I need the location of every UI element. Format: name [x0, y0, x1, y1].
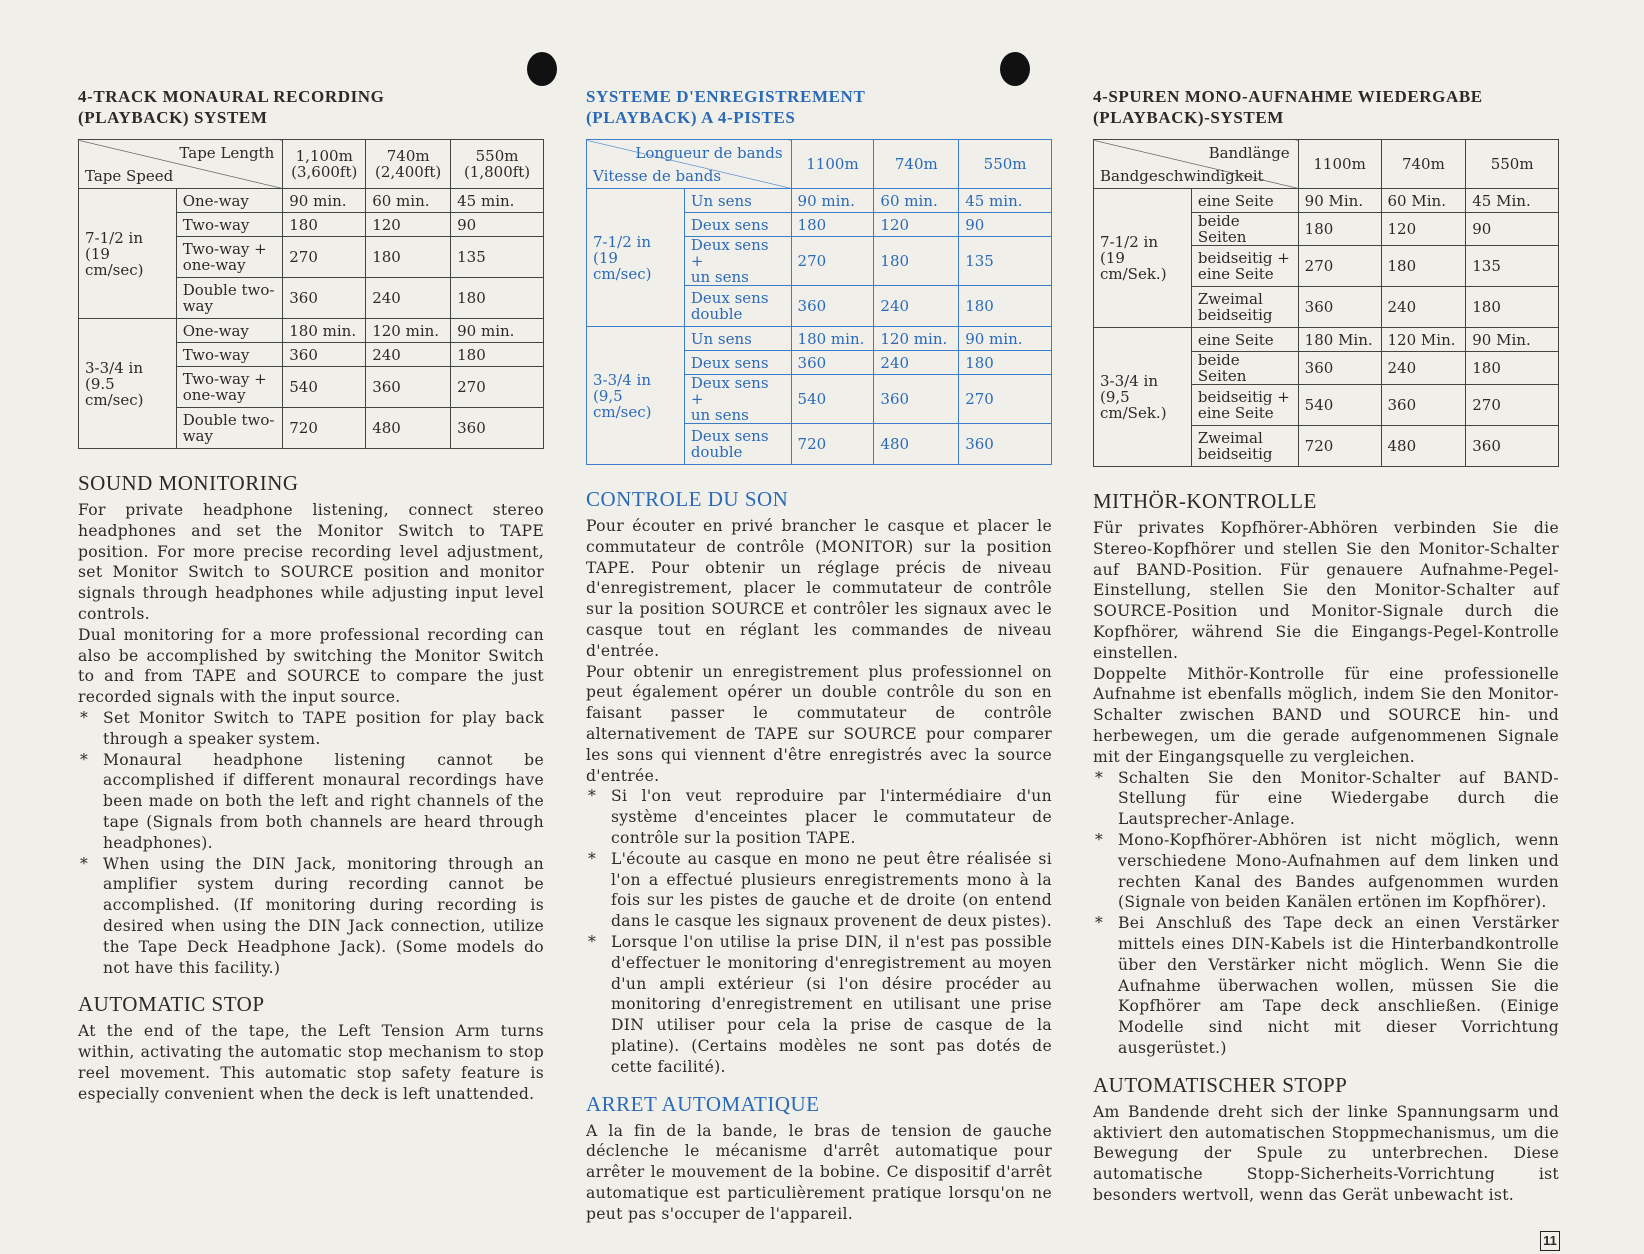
recording-time-cell: 360 [791, 286, 874, 327]
note-text: Lorsque l'on utilise la prise DIN, il n'est pas possible d'effectuer le monitoring d'enregistrement au moyen d'un ampli extérieur (si l'on désire procéder au monitoring d'enregistrement en utilisant une prise DIN utiliser pour cela la prise de casque de la platine). (Certains modèles ne sont pas dotés de cette facilité). [611, 932, 1052, 1076]
recording-time-cell: 180 [959, 286, 1052, 327]
note-text: Schalten Sie den Monitor-Schalter auf BAND-Stellung für eine Wiedergabe durch die Lautsprecher-Anlage. [1118, 768, 1559, 829]
recording-time-cell: 180 min. [283, 319, 366, 343]
monitoring-note [1093, 913, 1559, 1059]
tape-length-header: 550m [959, 140, 1052, 189]
recording-time-cell: 270 [451, 367, 544, 408]
recording-time-cell: 60 min. [874, 189, 959, 213]
note-text: Bei Anschluß des Tape deck an einen Verstärker mittels eines DIN-Kabels ist die Hinterbandkontrolle über den Verstärker nicht möglich. Wenn Sie die Aufnahme überwachen wollen, müssen Sie die Kopfhörer am Tape deck anschließen. (Einige Modelle sind nicht mit dieser Vorrichtung ausgerüstet.) [1118, 914, 1559, 1057]
recording-time-cell: 180 [451, 278, 544, 319]
recording-mode-cell: Deux sens + un sens [684, 375, 791, 424]
monitoring-paragraph: Dual monitoring for a more professional recording can also be accomplished by switching the Monitor Switch to and from TAPE and SOURCE to compare the just recorded signals with the input source. [78, 625, 544, 707]
recording-time-cell: 90 min. [451, 319, 544, 343]
recording-time-cell: 240 [874, 351, 959, 375]
recording-mode-cell: One-way [176, 189, 283, 213]
tape-speed-cell: 3-3/4 in (9,5 cm/sec) [587, 327, 685, 465]
tape-speed-cell: 3-3/4 in (9,5 cm/Sek.) [1094, 328, 1192, 467]
french-column [586, 86, 1052, 1225]
monitoring-note [1093, 768, 1559, 830]
note-asterisk: * [80, 708, 89, 727]
automatic-stop-heading: ARRET AUTOMATIQUE [586, 1091, 820, 1116]
recording-time-cell: 60 Min. [1381, 189, 1466, 213]
recording-time-cell: 270 [283, 237, 366, 278]
recording-time-cell: 135 [451, 237, 544, 278]
recording-time-cell: 720 [283, 408, 366, 449]
monitoring-note [78, 708, 544, 750]
table-row [587, 327, 1052, 351]
recording-mode-cell: Two-way + one-way [176, 367, 283, 408]
corner-tape-speed-label: Vitesse de bands [593, 167, 722, 185]
automatic-stop-paragraph: At the end of the tape, the Left Tension Arm turns within, activating the automatic stop mechanism to stop reel movement. This automatic stop safety feature is especially convenient when the deck is left unattended. [78, 1022, 544, 1103]
recording-mode-cell: eine Seite [1191, 189, 1298, 213]
recording-mode-cell: beide Seiten [1191, 213, 1298, 246]
system-title: 4-TRACK MONAURAL RECORDING (PLAYBACK) SYSTEM [78, 87, 385, 127]
recording-mode-cell: Zweimal beidseitig [1191, 287, 1298, 328]
recording-time-cell: 360 [874, 375, 959, 424]
tape-speed-cell: 7-1/2 in (19 cm/sec) [587, 189, 685, 327]
tape-speed-cell: 3-3/4 in (9.5 cm/sec) [79, 319, 177, 449]
recording-time-cell: 180 [451, 343, 544, 367]
recording-time-cell: 360 [1466, 426, 1559, 467]
tape-length-header: 1100m [1298, 140, 1381, 189]
recording-mode-cell: beidseitig + eine Seite [1191, 385, 1298, 426]
table-row [79, 189, 544, 213]
table-row [1094, 328, 1559, 352]
recording-mode-cell: Un sens [684, 189, 791, 213]
recording-time-cell: 45 min. [959, 189, 1052, 213]
monitoring-paragraph: Für privates Kopfhörer-Abhören verbinden Sie die Stereo-Kopfhörer und stellen Sie den Monitor-Schalter auf BAND-Position. Für genauere Aufnahme-Pegel-Einstellung, stellen Sie den Monitor-Schalter auf SOURCE-Position und Monitor-Signale durch die Kopfhörer, während Sie die Eingangs-Pegel-Kontrolle einstellen. [1093, 519, 1559, 662]
recording-time-cell: 120 [874, 213, 959, 237]
recording-time-cell: 720 [791, 424, 874, 465]
recording-time-cell: 135 [959, 237, 1052, 286]
recording-mode-cell: eine Seite [1191, 328, 1298, 352]
recording-time-cell: 240 [366, 278, 451, 319]
note-text: Set Monitor Switch to TAPE position for play back through a speaker system. [103, 708, 544, 748]
recording-mode-cell: Zweimal beidseitig [1191, 426, 1298, 467]
note-asterisk: * [588, 849, 597, 868]
note-asterisk: * [588, 932, 597, 951]
recording-time-cell: 120 min. [874, 327, 959, 351]
sound-monitoring-heading: CONTROLE DU SON [586, 487, 789, 511]
tape-time-table [78, 139, 544, 449]
recording-mode-cell: Double two- way [176, 278, 283, 319]
system-title: 4-SPUREN MONO-AUFNAHME WIEDERGABE (PLAYBACK)-SYSTEM [1093, 87, 1483, 127]
recording-time-cell: 90 min. [959, 327, 1052, 351]
recording-time-cell: 90 Min. [1298, 189, 1381, 213]
recording-time-cell: 90 [959, 213, 1052, 237]
recording-time-cell: 480 [366, 408, 451, 449]
note-text: L'écoute au casque en mono ne peut être réalisée si l'on a effectué plusieurs enregistrements mono à la fois sur les pistes de gauche et de droite (on entend dans le casque les signaux provenent de deux pistes). [611, 849, 1052, 931]
note-asterisk: * [1095, 768, 1104, 787]
table-row [1094, 189, 1559, 213]
recording-time-cell: 270 [791, 237, 874, 286]
recording-mode-cell: beidseitig + eine Seite [1191, 246, 1298, 287]
german-column [1093, 86, 1559, 1206]
recording-mode-cell: Deux sens double [684, 424, 791, 465]
recording-time-cell: 180 [1381, 246, 1466, 287]
monitoring-note [78, 854, 544, 979]
recording-time-cell: 135 [1466, 246, 1559, 287]
note-text: When using the DIN Jack, monitoring through an amplifier system during recording cannot be accomplished. (If monitoring during recording is desired when using the DIN Jack connection, utilize the Tape Deck Headphone Jack). (Some models do not have this facility.) [103, 854, 544, 977]
recording-time-cell: 480 [874, 424, 959, 465]
recording-time-cell: 120 min. [366, 319, 451, 343]
sound-monitoring-heading: SOUND MONITORING [78, 471, 299, 495]
recording-time-cell: 180 [283, 213, 366, 237]
table-row [79, 319, 544, 343]
recording-time-cell: 90 min. [791, 189, 874, 213]
note-asterisk: * [1095, 914, 1104, 933]
tape-length-header: 550m [1466, 140, 1559, 189]
note-text: Si l'on veut reproduire par l'intermédiaire d'un système d'enceintes placer le commutateur de contrôle sur la position TAPE. [611, 787, 1052, 847]
monitoring-note [586, 786, 1052, 848]
tape-speed-cell: 7-1/2 in (19 cm/sec) [79, 189, 177, 319]
recording-time-cell: 45 Min. [1466, 189, 1559, 213]
recording-time-cell: 180 [791, 213, 874, 237]
recording-time-cell: 180 [366, 237, 451, 278]
recording-time-cell: 720 [1298, 426, 1381, 467]
tape-time-table [1093, 139, 1559, 467]
recording-mode-cell: Two-way + one-way [176, 237, 283, 278]
tape-length-header: 1,100m (3,600ft) [283, 140, 366, 189]
recording-mode-cell: Un sens [684, 327, 791, 351]
recording-time-cell: 270 [1466, 385, 1559, 426]
note-asterisk: * [80, 750, 89, 769]
corner-tape-speed-label: Tape Speed [85, 167, 174, 185]
recording-time-cell: 180 [874, 237, 959, 286]
note-asterisk: * [588, 787, 597, 806]
page-number: 11 [1540, 1231, 1560, 1251]
recording-mode-cell: beide Seiten [1191, 352, 1298, 385]
recording-time-cell: 540 [791, 375, 874, 424]
table-corner-header [79, 140, 283, 189]
corner-tape-speed-label: Bandgeschwindigkeit [1100, 167, 1264, 185]
automatic-stop-paragraph: A la fin de la bande, le bras de tension de gauche déclenche le mécanisme d'arrêt automatique pour arrêter le mouvement de la bobine. Ce dispositif d'arrêt automatique est particulièrement pratique lorsqu'on ne peut pas s'occuper de l'appareil. [586, 1121, 1052, 1223]
monitoring-note [586, 932, 1052, 1078]
note-text: Monaural headphone listening cannot be accomplished if different monaural recordings have been made on both the left and right channels of the tape (Signals from both channels are heard through headphones). [103, 750, 544, 852]
table-row [587, 189, 1052, 213]
recording-time-cell: 360 [959, 424, 1052, 465]
note-asterisk: * [80, 854, 89, 873]
recording-mode-cell: Two-way [176, 343, 283, 367]
recording-time-cell: 360 [366, 367, 451, 408]
corner-tape-length-label: Bandlänge [1208, 144, 1290, 162]
recording-time-cell: 120 [1381, 213, 1466, 246]
monitoring-paragraph: Pour écouter en privé brancher le casque et placer le commutateur de contrôle (MONITOR) sur la position TAPE. Pour obtenir un réglage précis de niveau d'enregistrement, placer le commutateur de contrôle sur la position SOURCE et contrôler les signaux avec le casque tout en réglant les commandes de niveau d'entrée. [586, 517, 1052, 660]
recording-time-cell: 180 [1466, 352, 1559, 385]
recording-mode-cell: Deux sens + un sens [684, 237, 791, 286]
recording-time-cell: 360 [1298, 352, 1381, 385]
monitoring-paragraph: Doppelte Mithör-Kontrolle für eine professionelle Aufnahme ist ebenfalls möglich, indem Sie den Monitor-Schalter zwischen BAND und SOURCE hin- und herbewegen, um die gerade aufgenommenen Signale mit der Eingangsquelle zu vergleichen. [1093, 664, 1559, 766]
recording-mode-cell: Double two- way [176, 408, 283, 449]
recording-time-cell: 90 [1466, 213, 1559, 246]
tape-length-header: 740m [874, 140, 959, 189]
recording-time-cell: 45 min. [451, 189, 544, 213]
recording-time-cell: 270 [1298, 246, 1381, 287]
monitoring-paragraph: For private headphone listening, connect stereo headphones and set the Monitor Switch to TAPE position. For more precise recording level adjustment, set Monitor Switch to SOURCE position and monitor signals through headphones while adjusting input level controls. [78, 501, 544, 623]
recording-time-cell: 540 [1298, 385, 1381, 426]
monitoring-note [586, 849, 1052, 932]
recording-time-cell: 240 [874, 286, 959, 327]
recording-time-cell: 360 [283, 343, 366, 367]
recording-time-cell: 480 [1381, 426, 1466, 467]
recording-time-cell: 180 [1298, 213, 1381, 246]
recording-mode-cell: Two-way [176, 213, 283, 237]
recording-time-cell: 240 [1381, 352, 1466, 385]
tape-length-header: 550m (1,800ft) [451, 140, 544, 189]
automatic-stop-heading: AUTOMATISCHER STOPP [1093, 1072, 1348, 1097]
tape-length-header: 740m [1381, 140, 1466, 189]
recording-mode-cell: Deux sens [684, 213, 791, 237]
monitoring-note [1093, 830, 1559, 913]
recording-mode-cell: One-way [176, 319, 283, 343]
recording-time-cell: 540 [283, 367, 366, 408]
recording-time-cell: 360 [1381, 385, 1466, 426]
binder-hole-right [1000, 52, 1030, 86]
recording-time-cell: 60 min. [366, 189, 451, 213]
tape-time-table [586, 139, 1052, 465]
sound-monitoring-heading: MITHÖR-KONTROLLE [1093, 489, 1317, 513]
recording-time-cell: 270 [959, 375, 1052, 424]
recording-time-cell: 360 [451, 408, 544, 449]
recording-time-cell: 240 [366, 343, 451, 367]
english-column [78, 86, 544, 1105]
recording-time-cell: 360 [283, 278, 366, 319]
tape-speed-cell: 7-1/2 in (19 cm/Sek.) [1094, 189, 1192, 328]
recording-mode-cell: Deux sens [684, 351, 791, 375]
recording-time-cell: 120 Min. [1381, 328, 1466, 352]
recording-mode-cell: Deux sens double [684, 286, 791, 327]
binder-hole-left [527, 52, 557, 86]
note-asterisk: * [1095, 830, 1104, 849]
corner-tape-length-label: Tape Length [179, 144, 275, 162]
recording-time-cell: 180 [1466, 287, 1559, 328]
note-text: Mono-Kopfhörer-Abhören ist nicht möglich, wenn verschiedene Mono-Aufnahmen auf dem linken und rechten Kanal des Bandes aufgenommen wurden (Signale von beiden Kanälen ertönen im Kopfhörer). [1118, 830, 1559, 912]
recording-time-cell: 360 [791, 351, 874, 375]
monitoring-note [78, 750, 544, 854]
automatic-stop-heading: AUTOMATIC STOP [78, 992, 265, 1017]
recording-time-cell: 90 Min. [1466, 328, 1559, 352]
recording-time-cell: 240 [1381, 287, 1466, 328]
automatic-stop-paragraph: Am Bandende dreht sich der linke Spannungsarm und aktiviert den automatischen Stoppmechanismus, um die Bewegung der Spule zu unterbrechen. Diese automatische Stopp-Sicherheits-Vorrichtung ist besonders wertvoll, wenn das Gerät unbewacht ist. [1093, 1102, 1559, 1204]
recording-time-cell: 360 [1298, 287, 1381, 328]
table-corner-header [1094, 140, 1299, 189]
recording-time-cell: 180 Min. [1298, 328, 1381, 352]
table-corner-header [587, 140, 792, 189]
corner-tape-length-label: Longueur de bands [635, 144, 783, 162]
recording-time-cell: 90 min. [283, 189, 366, 213]
monitoring-paragraph: Pour obtenir un enregistrement plus professionnel on peut également opérer un double contrôle du son en faisant passer le commutateur de contrôle alternativement de TAPE sur SOURCE pour comparer les sons qui viennent d'être enregistrés avec la source d'entrée. [586, 662, 1052, 785]
tape-length-header: 740m (2,400ft) [366, 140, 451, 189]
system-title: SYSTEME D'ENREGISTREMENT (PLAYBACK) A 4-PISTES [586, 87, 866, 127]
recording-time-cell: 90 [451, 213, 544, 237]
recording-time-cell: 180 min. [791, 327, 874, 351]
recording-time-cell: 120 [366, 213, 451, 237]
recording-time-cell: 180 [959, 351, 1052, 375]
tape-length-header: 1100m [791, 140, 874, 189]
